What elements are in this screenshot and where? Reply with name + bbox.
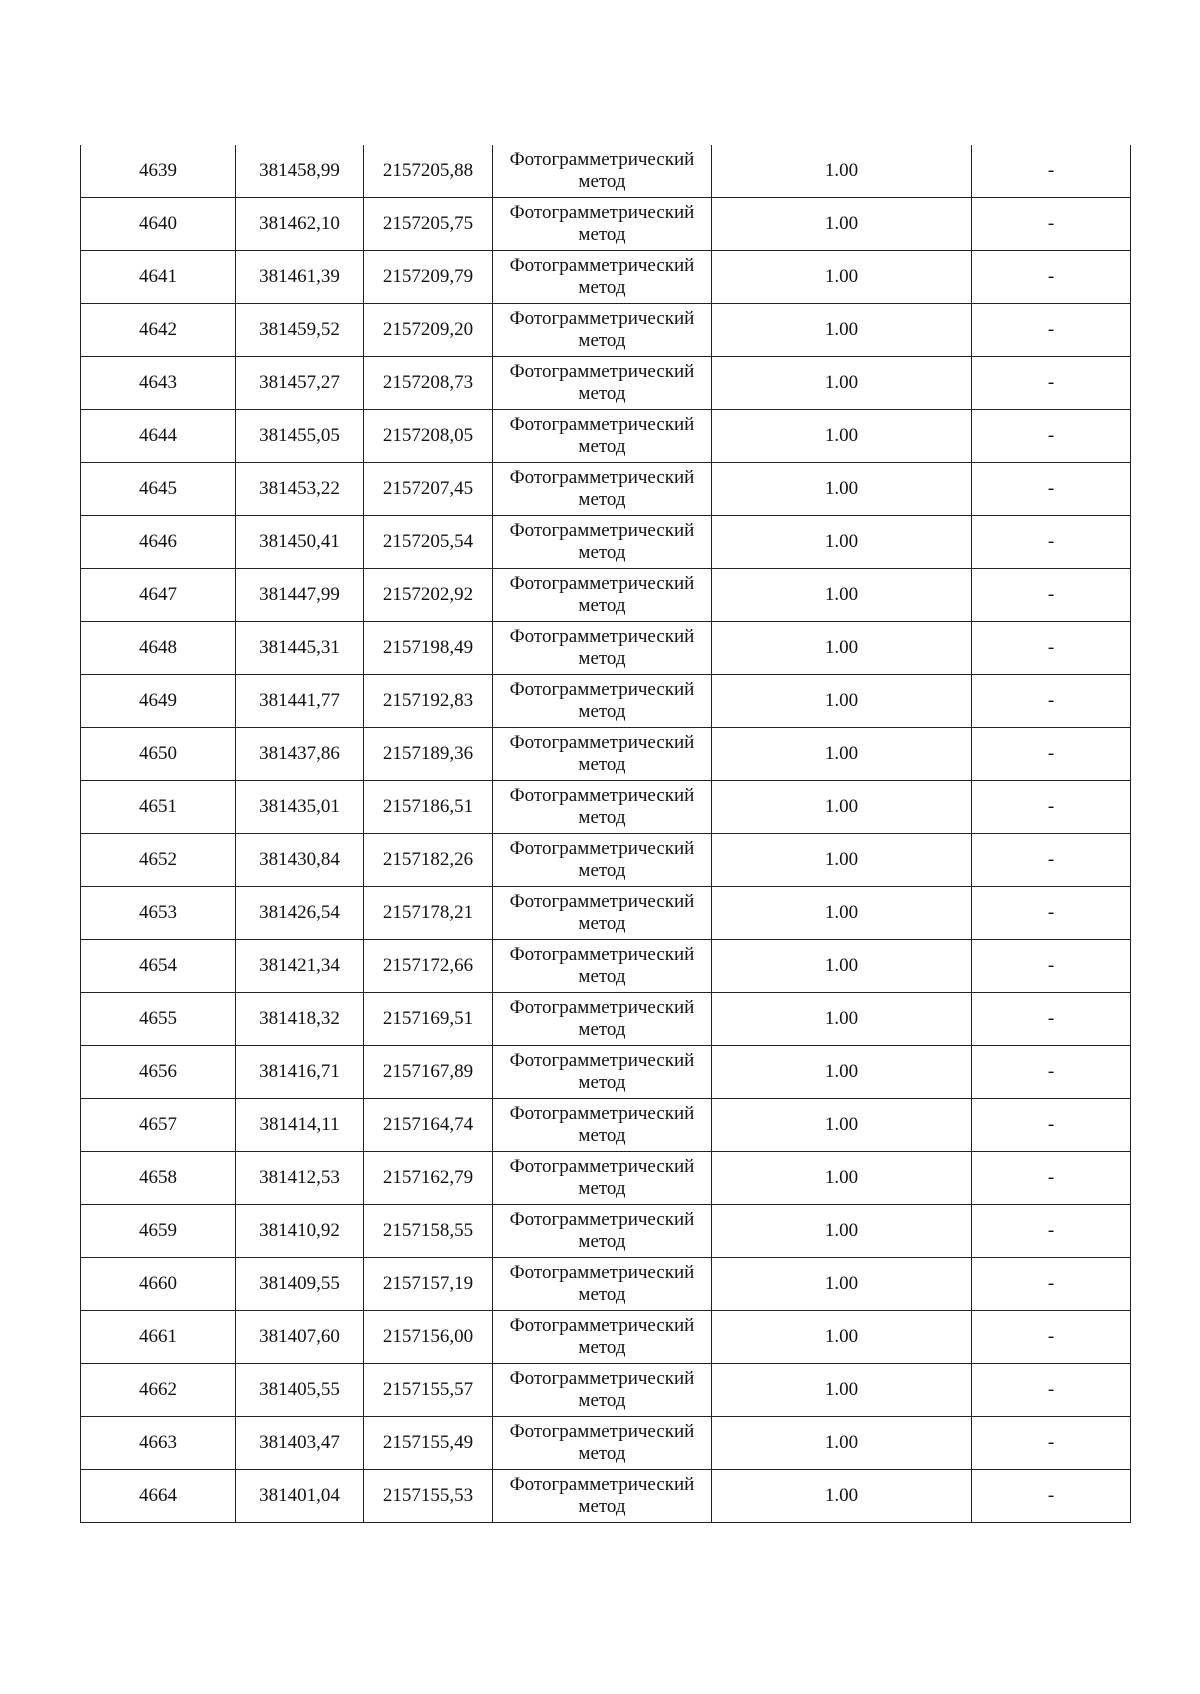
- table-row: [81, 145, 1131, 198]
- method-line-2: метод: [578, 1284, 626, 1305]
- method-cell: [493, 410, 712, 463]
- coordinate-y-cell: 2157157,19: [364, 1258, 493, 1311]
- accuracy-cell: 1.00: [712, 463, 972, 516]
- note-cell: -: [972, 675, 1131, 728]
- table-row: [81, 622, 1131, 675]
- method-cell: [493, 516, 712, 569]
- coordinate-y-cell: 2157158,55: [364, 1205, 493, 1258]
- accuracy-cell: 1.00: [712, 1099, 972, 1152]
- method-cell: [493, 198, 712, 251]
- coordinate-y-cell: 2157155,49: [364, 1417, 493, 1470]
- method-cell: [493, 781, 712, 834]
- method-line-2: метод: [578, 330, 626, 351]
- method-line-2: метод: [578, 277, 626, 298]
- point-number-cell: 4659: [81, 1205, 236, 1258]
- method-line-1: Фотограмметрический: [509, 1156, 695, 1177]
- coordinates-table: [80, 145, 1131, 1523]
- method-line-1: Фотограмметрический: [509, 679, 695, 700]
- coordinate-y-cell: 2157164,74: [364, 1099, 493, 1152]
- point-number-cell: 4654: [81, 940, 236, 993]
- method-line-2: метод: [578, 913, 626, 934]
- note-cell: -: [972, 940, 1131, 993]
- note-cell: -: [972, 1311, 1131, 1364]
- accuracy-cell: 1.00: [712, 1046, 972, 1099]
- coordinate-x-cell: 381403,47: [236, 1417, 364, 1470]
- method-line-2: метод: [578, 1019, 626, 1040]
- method-cell: [493, 1417, 712, 1470]
- coordinate-x-cell: 381418,32: [236, 993, 364, 1046]
- accuracy-cell: 1.00: [712, 569, 972, 622]
- method-line-1: Фотограмметрический: [509, 1421, 695, 1442]
- table-row: [81, 781, 1131, 834]
- coordinate-x-cell: 381458,99: [236, 145, 364, 198]
- point-number-cell: 4647: [81, 569, 236, 622]
- method-line-1: Фотограмметрический: [509, 1209, 695, 1230]
- accuracy-cell: 1.00: [712, 834, 972, 887]
- method-line-2: метод: [578, 860, 626, 881]
- method-line-1: Фотограмметрический: [509, 1050, 695, 1071]
- coordinate-x-cell: 381453,22: [236, 463, 364, 516]
- accuracy-cell: 1.00: [712, 993, 972, 1046]
- table-row: [81, 304, 1131, 357]
- note-cell: -: [972, 1046, 1131, 1099]
- method-line-2: метод: [578, 595, 626, 616]
- method-cell: [493, 622, 712, 675]
- coordinate-y-cell: 2157155,53: [364, 1470, 493, 1523]
- accuracy-cell: 1.00: [712, 198, 972, 251]
- table-row: [81, 1364, 1131, 1417]
- method-cell: [493, 145, 712, 198]
- method-line-2: метод: [578, 542, 626, 563]
- method-line-1: Фотограмметрический: [509, 1103, 695, 1124]
- point-number-cell: 4639: [81, 145, 236, 198]
- point-number-cell: 4646: [81, 516, 236, 569]
- method-cell: [493, 940, 712, 993]
- point-number-cell: 4663: [81, 1417, 236, 1470]
- coordinate-y-cell: 2157192,83: [364, 675, 493, 728]
- note-cell: -: [972, 1152, 1131, 1205]
- method-line-2: метод: [578, 966, 626, 987]
- coordinate-y-cell: 2157186,51: [364, 781, 493, 834]
- point-number-cell: 4649: [81, 675, 236, 728]
- method-cell: [493, 251, 712, 304]
- method-line-2: метод: [578, 1231, 626, 1252]
- coordinate-y-cell: 2157155,57: [364, 1364, 493, 1417]
- coordinate-x-cell: 381407,60: [236, 1311, 364, 1364]
- point-number-cell: 4641: [81, 251, 236, 304]
- method-line-1: Фотограмметрический: [509, 414, 695, 435]
- accuracy-cell: 1.00: [712, 1417, 972, 1470]
- method-cell: [493, 1099, 712, 1152]
- point-number-cell: 4640: [81, 198, 236, 251]
- table-row: [81, 728, 1131, 781]
- accuracy-cell: 1.00: [712, 357, 972, 410]
- method-line-2: метод: [578, 171, 626, 192]
- table-row: [81, 569, 1131, 622]
- accuracy-cell: 1.00: [712, 728, 972, 781]
- method-line-1: Фотограмметрический: [509, 255, 695, 276]
- method-line-1: Фотограмметрический: [509, 149, 695, 170]
- coordinate-y-cell: 2157189,36: [364, 728, 493, 781]
- coordinate-y-cell: 2157205,54: [364, 516, 493, 569]
- method-line-1: Фотограмметрический: [509, 573, 695, 594]
- table-row: [81, 675, 1131, 728]
- note-cell: -: [972, 1417, 1131, 1470]
- method-line-1: Фотограмметрический: [509, 785, 695, 806]
- method-line-1: Фотограмметрический: [509, 202, 695, 223]
- accuracy-cell: 1.00: [712, 622, 972, 675]
- accuracy-cell: 1.00: [712, 1152, 972, 1205]
- point-number-cell: 4652: [81, 834, 236, 887]
- note-cell: -: [972, 887, 1131, 940]
- table-row: [81, 1099, 1131, 1152]
- method-line-1: Фотограмметрический: [509, 732, 695, 753]
- table-row: [81, 940, 1131, 993]
- method-line-2: метод: [578, 701, 626, 722]
- method-line-1: Фотограмметрический: [509, 944, 695, 965]
- method-line-1: Фотограмметрический: [509, 997, 695, 1018]
- point-number-cell: 4658: [81, 1152, 236, 1205]
- table-row: [81, 516, 1131, 569]
- method-cell: [493, 834, 712, 887]
- coordinate-x-cell: 381405,55: [236, 1364, 364, 1417]
- point-number-cell: 4643: [81, 357, 236, 410]
- note-cell: -: [972, 834, 1131, 887]
- accuracy-cell: 1.00: [712, 781, 972, 834]
- method-line-2: метод: [578, 1443, 626, 1464]
- coordinate-y-cell: 2157209,79: [364, 251, 493, 304]
- method-line-1: Фотограмметрический: [509, 361, 695, 382]
- note-cell: -: [972, 357, 1131, 410]
- accuracy-cell: 1.00: [712, 516, 972, 569]
- coordinate-y-cell: 2157167,89: [364, 1046, 493, 1099]
- note-cell: -: [972, 728, 1131, 781]
- accuracy-cell: 1.00: [712, 251, 972, 304]
- accuracy-cell: 1.00: [712, 675, 972, 728]
- method-line-1: Фотограмметрический: [509, 838, 695, 859]
- accuracy-cell: 1.00: [712, 1205, 972, 1258]
- method-line-2: метод: [578, 1337, 626, 1358]
- table-row: [81, 410, 1131, 463]
- accuracy-cell: 1.00: [712, 1364, 972, 1417]
- coordinate-y-cell: 2157202,92: [364, 569, 493, 622]
- point-number-cell: 4651: [81, 781, 236, 834]
- method-line-1: Фотограмметрический: [509, 520, 695, 541]
- coordinate-x-cell: 381409,55: [236, 1258, 364, 1311]
- note-cell: -: [972, 516, 1131, 569]
- note-cell: -: [972, 463, 1131, 516]
- method-cell: [493, 304, 712, 357]
- coordinate-y-cell: 2157205,88: [364, 145, 493, 198]
- note-cell: -: [972, 198, 1131, 251]
- coordinate-y-cell: 2157172,66: [364, 940, 493, 993]
- point-number-cell: 4645: [81, 463, 236, 516]
- table-row: [81, 198, 1131, 251]
- point-number-cell: 4644: [81, 410, 236, 463]
- method-cell: [493, 1470, 712, 1523]
- accuracy-cell: 1.00: [712, 887, 972, 940]
- method-line-2: метод: [578, 1178, 626, 1199]
- method-cell: [493, 569, 712, 622]
- method-cell: [493, 357, 712, 410]
- accuracy-cell: 1.00: [712, 1311, 972, 1364]
- method-cell: [493, 675, 712, 728]
- method-line-2: метод: [578, 648, 626, 669]
- method-cell: [493, 463, 712, 516]
- method-cell: [493, 1205, 712, 1258]
- point-number-cell: 4664: [81, 1470, 236, 1523]
- point-number-cell: 4660: [81, 1258, 236, 1311]
- note-cell: -: [972, 781, 1131, 834]
- coordinate-x-cell: 381435,01: [236, 781, 364, 834]
- note-cell: -: [972, 1258, 1131, 1311]
- note-cell: -: [972, 304, 1131, 357]
- method-line-2: метод: [578, 224, 626, 245]
- table-row: [81, 251, 1131, 304]
- method-line-2: метод: [578, 1390, 626, 1411]
- method-line-2: метод: [578, 754, 626, 775]
- method-line-1: Фотограмметрический: [509, 626, 695, 647]
- method-line-1: Фотограмметрический: [509, 1474, 695, 1495]
- coordinate-x-cell: 381445,31: [236, 622, 364, 675]
- coordinate-x-cell: 381441,77: [236, 675, 364, 728]
- accuracy-cell: 1.00: [712, 410, 972, 463]
- method-line-1: Фотограмметрический: [509, 467, 695, 488]
- coordinate-y-cell: 2157209,20: [364, 304, 493, 357]
- coordinate-x-cell: 381450,41: [236, 516, 364, 569]
- coordinate-x-cell: 381430,84: [236, 834, 364, 887]
- note-cell: -: [972, 1205, 1131, 1258]
- point-number-cell: 4657: [81, 1099, 236, 1152]
- coordinate-x-cell: 381416,71: [236, 1046, 364, 1099]
- point-number-cell: 4655: [81, 993, 236, 1046]
- method-cell: [493, 1258, 712, 1311]
- coordinate-x-cell: 381414,11: [236, 1099, 364, 1152]
- method-cell: [493, 993, 712, 1046]
- coordinate-y-cell: 2157182,26: [364, 834, 493, 887]
- note-cell: -: [972, 1364, 1131, 1417]
- coordinate-y-cell: 2157198,49: [364, 622, 493, 675]
- table-row: [81, 1205, 1131, 1258]
- note-cell: -: [972, 569, 1131, 622]
- method-cell: [493, 1152, 712, 1205]
- coordinate-y-cell: 2157162,79: [364, 1152, 493, 1205]
- point-number-cell: 4650: [81, 728, 236, 781]
- note-cell: -: [972, 251, 1131, 304]
- note-cell: -: [972, 622, 1131, 675]
- accuracy-cell: 1.00: [712, 304, 972, 357]
- method-line-2: метод: [578, 436, 626, 457]
- coordinate-y-cell: 2157156,00: [364, 1311, 493, 1364]
- table-row: [81, 1417, 1131, 1470]
- method-line-1: Фотограмметрический: [509, 1262, 695, 1283]
- coordinate-y-cell: 2157205,75: [364, 198, 493, 251]
- coordinates-table-body: [81, 145, 1131, 1523]
- point-number-cell: 4648: [81, 622, 236, 675]
- point-number-cell: 4653: [81, 887, 236, 940]
- table-row: [81, 1311, 1131, 1364]
- point-number-cell: 4656: [81, 1046, 236, 1099]
- coordinate-x-cell: 381447,99: [236, 569, 364, 622]
- coordinate-y-cell: 2157208,05: [364, 410, 493, 463]
- table-row: [81, 1470, 1131, 1523]
- method-line-1: Фотограмметрический: [509, 1368, 695, 1389]
- point-number-cell: 4662: [81, 1364, 236, 1417]
- method-line-2: метод: [578, 807, 626, 828]
- method-cell: [493, 728, 712, 781]
- coordinate-x-cell: 381457,27: [236, 357, 364, 410]
- note-cell: -: [972, 410, 1131, 463]
- accuracy-cell: 1.00: [712, 940, 972, 993]
- coordinate-x-cell: 381426,54: [236, 887, 364, 940]
- accuracy-cell: 1.00: [712, 1470, 972, 1523]
- coordinate-x-cell: 381410,92: [236, 1205, 364, 1258]
- point-number-cell: 4642: [81, 304, 236, 357]
- table-row: [81, 993, 1131, 1046]
- method-cell: [493, 1364, 712, 1417]
- coordinate-y-cell: 2157169,51: [364, 993, 493, 1046]
- note-cell: -: [972, 1099, 1131, 1152]
- point-number-cell: 4661: [81, 1311, 236, 1364]
- note-cell: -: [972, 145, 1131, 198]
- method-line-2: метод: [578, 1072, 626, 1093]
- coordinate-x-cell: 381462,10: [236, 198, 364, 251]
- coordinate-y-cell: 2157178,21: [364, 887, 493, 940]
- table-row: [81, 357, 1131, 410]
- coordinate-y-cell: 2157207,45: [364, 463, 493, 516]
- coordinate-x-cell: 381401,04: [236, 1470, 364, 1523]
- accuracy-cell: 1.00: [712, 145, 972, 198]
- coordinate-x-cell: 381412,53: [236, 1152, 364, 1205]
- method-line-1: Фотограмметрический: [509, 308, 695, 329]
- coordinate-y-cell: 2157208,73: [364, 357, 493, 410]
- coordinate-x-cell: 381455,05: [236, 410, 364, 463]
- note-cell: -: [972, 1470, 1131, 1523]
- table-row: [81, 463, 1131, 516]
- method-line-2: метод: [578, 1125, 626, 1146]
- accuracy-cell: 1.00: [712, 1258, 972, 1311]
- method-line-2: метод: [578, 1496, 626, 1517]
- table-row: [81, 834, 1131, 887]
- coordinate-x-cell: 381459,52: [236, 304, 364, 357]
- method-cell: [493, 1311, 712, 1364]
- method-line-1: Фотограмметрический: [509, 1315, 695, 1336]
- table-row: [81, 1046, 1131, 1099]
- method-cell: [493, 887, 712, 940]
- coordinate-x-cell: 381421,34: [236, 940, 364, 993]
- table-row: [81, 1258, 1131, 1311]
- table-row: [81, 1152, 1131, 1205]
- method-cell: [493, 1046, 712, 1099]
- method-line-2: метод: [578, 383, 626, 404]
- method-line-2: метод: [578, 489, 626, 510]
- coordinate-x-cell: 381437,86: [236, 728, 364, 781]
- coordinate-x-cell: 381461,39: [236, 251, 364, 304]
- table-row: [81, 887, 1131, 940]
- method-line-1: Фотограмметрический: [509, 891, 695, 912]
- note-cell: -: [972, 993, 1131, 1046]
